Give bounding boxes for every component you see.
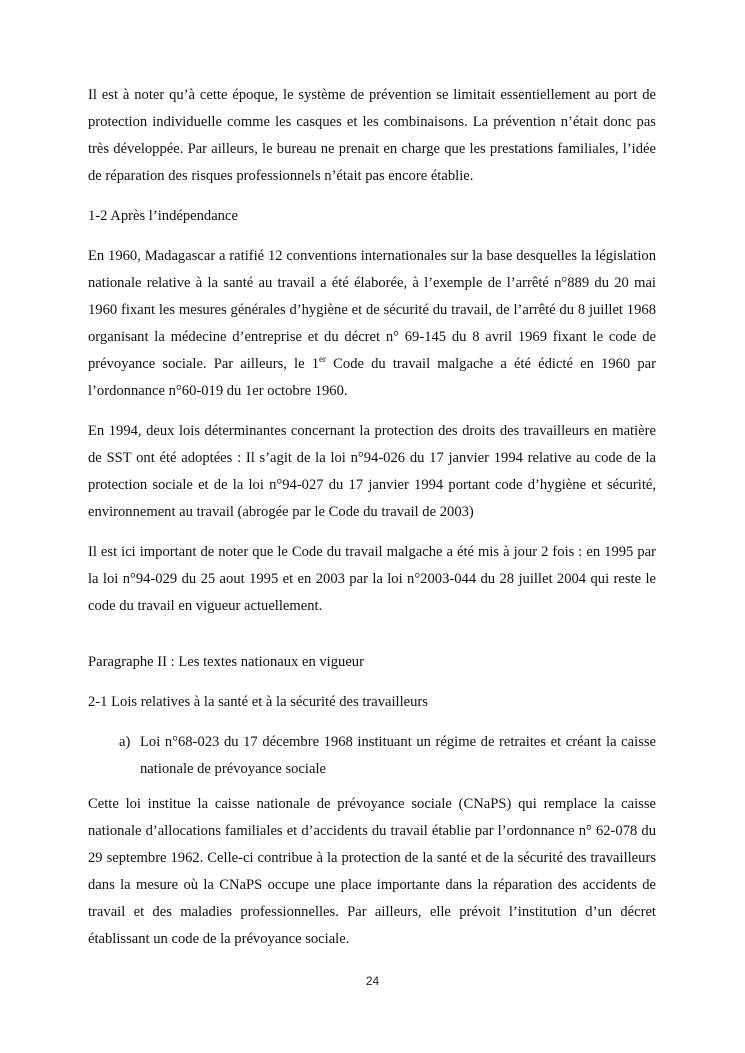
- paragraph-1960-text-a: En 1960, Madagascar a ratifié 12 conventions internationales sur la base desquelles la législation nationale relative à la santé au travail a été élaborée, à l’exemple de l’arrêté n°889 du 20 mai 1960 fixant les mesures générales d’hygiène et de sécurité du travail, de l’arrêté du 8 juillet 1968 organisant la médecine d’entreprise et du décret n° 69-145 du 8 avril 1969 fixant le code de prévoyance sociale. Par ailleurs, le 1: [88, 248, 656, 372]
- paragraph-1994: En 1994, deux lois déterminantes concernant la protection des droits des travailleurs en matière de SST ont été adoptées : Il s’agit de la loi n°94-026 du 17 janvier 1994 relative au code de la protection sociale et de la loi n°94-027 du 17 janvier 1994 portant code d’hygiène et sécurité, environnement au travail (abrogée par le Code du travail de 2003): [88, 423, 656, 520]
- list-item-a-text: Loi n°68-023 du 17 décembre 1968 instituant un régime de retraites et créant la caisse nationale de prévoyance sociale: [140, 734, 656, 777]
- section-heading-1-2: 1-2 Après l’indépendance: [88, 208, 238, 224]
- document-body: [88, 82, 656, 953]
- paragraph-cnaps: Cette loi institue la caisse nationale de prévoyance sociale (CNaPS) qui remplace la caisse nationale d’allocations familiales et d’accidents du travail établie par l’ordonnance n° 62-078 du 29 septembre 1962. Celle-ci contribue à la protection de la santé et de la sécurité des travailleurs dans la mesure où la CNaPS occupe une place importante dans la réparation des accidents de travail et des maladies professionnelles. Par ailleurs, elle prévoit l’institution d’un décret établissant un code de la prévoyance sociale.: [88, 796, 656, 947]
- section-heading-2-1: 2-1 Lois relatives à la santé et à la sécurité des travailleurs: [88, 694, 428, 710]
- paragraph-1960-text-b: Code du travail malgache a été édicté en 1960 par l’ordonnance n°60-019 du 1er octobre 1960.: [88, 356, 656, 399]
- paragraph-intro: Il est à noter qu’à cette époque, le système de prévention se limitait essentiellement au port de protection individuelle comme les casques et les combinaisons. La prévention n’était donc pas très développée. Par ailleurs, le bureau ne prenait en charge que les prestations familiales, l’idée de réparation des risques professionnels n’était pas encore établie.: [88, 87, 656, 184]
- list-item-a: [88, 729, 656, 783]
- page-number: 24: [365, 974, 380, 988]
- list-marker-a: a): [119, 734, 131, 750]
- superscript-er: er: [319, 354, 327, 365]
- paragraph-code-update: Il est ici important de noter que le Code du travail malgache a été mis à jour 2 fois : en 1995 par la loi n°94-029 du 25 aout 1995 et en 2003 par la loi n°2003-044 du 28 juillet 2004 qui reste le code du travail en vigueur actuellement.: [88, 544, 656, 614]
- paragraph-1960: [88, 243, 656, 405]
- heading-paragraphe-2: Paragraphe II : Les textes nationaux en vigueur: [88, 654, 364, 670]
